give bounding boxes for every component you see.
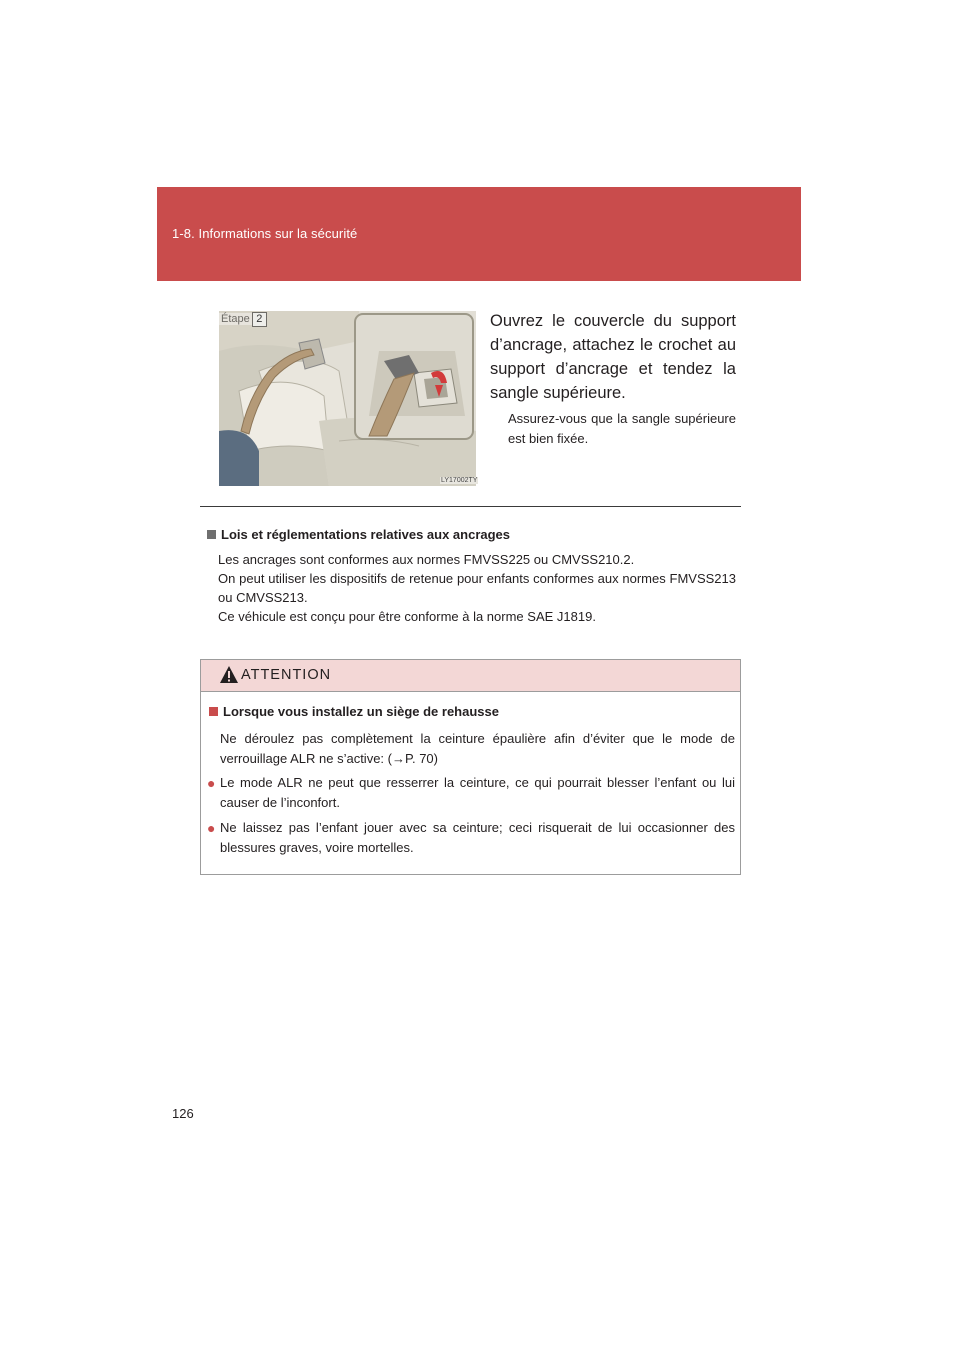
seat-illustration bbox=[219, 311, 476, 486]
warning-bullet-text: Le mode ALR ne peut que resserrer la ceinture, ce qui pourrait blesser l’enfant ou lui causer de l’inconfort. bbox=[220, 775, 735, 810]
step-instruction: Ouvrez le couvercle du support d’ancrage, attachez le crochet au support d’ancrage et tendez la sangle supérieure. bbox=[490, 312, 736, 402]
warning-box bbox=[200, 659, 741, 875]
laws-line: Les ancrages sont conformes aux normes FMVSS225 ou CMVSS210.2. bbox=[218, 552, 635, 567]
section-title: 1-8. Informations sur la sécurité bbox=[172, 226, 358, 241]
laws-line: On peut utiliser les dispositifs de retenue pour enfants conformes aux normes FMVSS213 ou CMVSS213. bbox=[218, 571, 736, 605]
step-label: Étape bbox=[221, 313, 250, 325]
section-divider bbox=[200, 506, 741, 507]
warning-bullet-text: Ne laissez pas l’enfant jouer avec sa ceinture; ceci risquerait de lui occasionner des blessures graves, voire mortelles. bbox=[220, 820, 735, 855]
square-bullet-icon bbox=[209, 707, 218, 716]
warning-bullet bbox=[207, 818, 735, 858]
warning-triangle-icon bbox=[219, 665, 239, 684]
warning-subheading-text: Lorsque vous installez un siège de rehausse bbox=[223, 704, 499, 719]
laws-heading-text: Lois et réglementations relatives aux ancrages bbox=[221, 527, 511, 542]
laws-body bbox=[218, 550, 736, 626]
square-bullet-icon bbox=[207, 530, 216, 539]
warning-title: ATTENTION bbox=[241, 667, 332, 683]
step-number: 2 bbox=[252, 312, 267, 327]
step-note: Assurez-vous que la sangle supérieure est bien fixée. bbox=[508, 411, 736, 446]
illustration-child-seat-tether bbox=[219, 311, 476, 486]
warning-subheading bbox=[209, 704, 499, 719]
warning-header bbox=[201, 660, 740, 692]
warning-bullet bbox=[207, 773, 735, 813]
laws-heading bbox=[207, 527, 510, 542]
step-badge bbox=[219, 311, 267, 327]
bullet-dot-icon: ● bbox=[207, 775, 216, 791]
figure-code: LY17002TY bbox=[441, 477, 478, 484]
laws-line: Ce véhicule est conçu pour être conforme à la norme SAE J1819. bbox=[218, 609, 596, 624]
page-number: 126 bbox=[172, 1106, 194, 1121]
warning-paragraph: Ne déroulez pas complètement la ceinture épaulière afin d’éviter que le mode de verrouillage ALR ne s’active: (→P. 70) bbox=[220, 731, 735, 766]
bullet-dot-icon: ● bbox=[207, 820, 216, 836]
